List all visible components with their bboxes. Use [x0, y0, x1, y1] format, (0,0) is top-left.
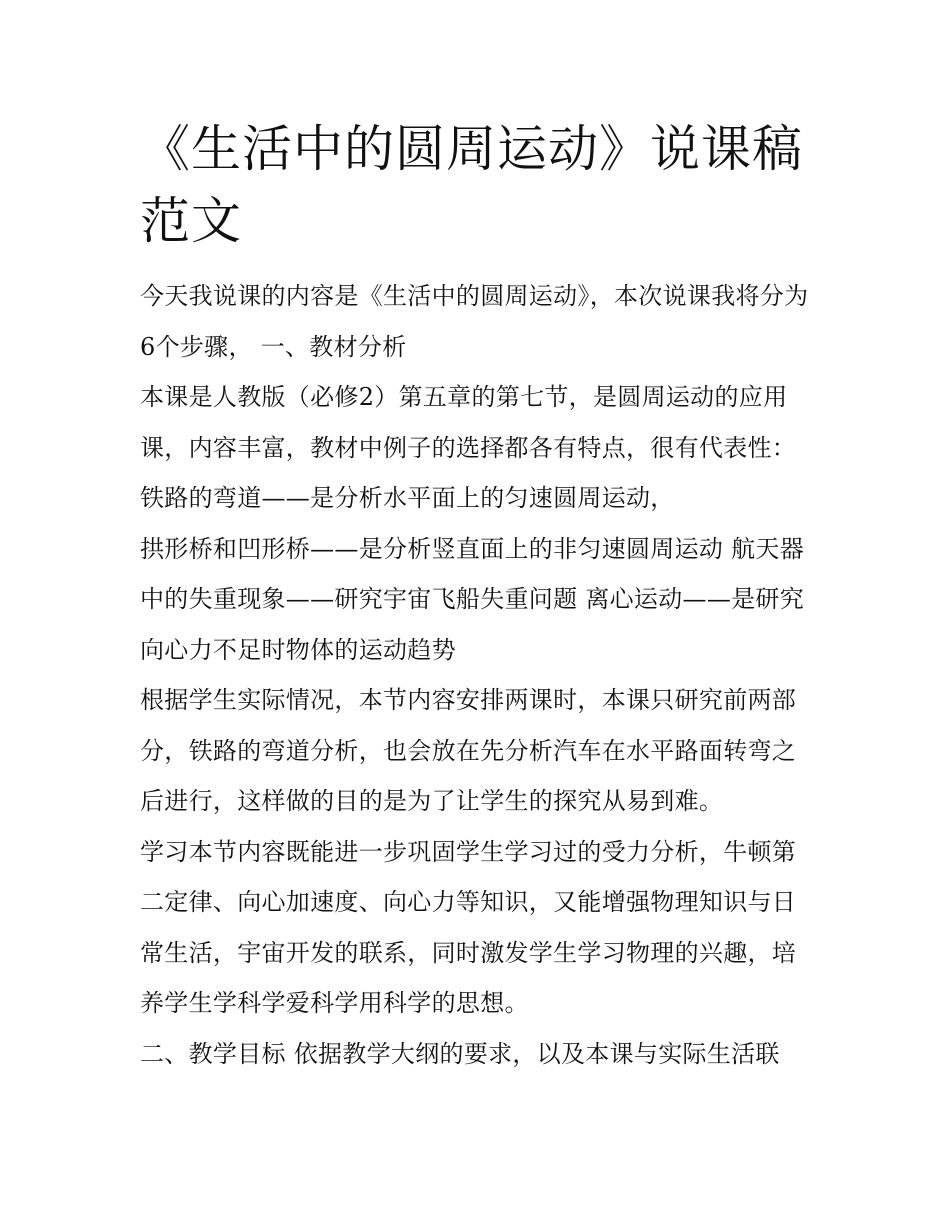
paragraph-learning-value: 学习本节内容既能进一步巩固学生学习过的受力分析，牛顿第二定律、向心加速度、向心力等知识，又能增强物理知识与日常生活，宇宙开发的联系，同时激发学生学习物理的兴趣，培养学生学科学爱科学用科学的思想。 — [140, 837, 797, 1017]
paragraph-railway-curve: 铁路的弯道——是分析水平面上的匀速圆周运动， — [140, 484, 675, 512]
paragraph-textbook-analysis: 本课是人教版（必修2）第五章的第七节，是圆周运动的应用课，内容丰富，教材中例子的选择都各有特点，很有代表性： — [140, 383, 797, 462]
paragraph-teaching-goals: 二、教学目标 依据教学大纲的要求，以及本课与实际生活联 — [140, 1039, 780, 1068]
paragraph-lesson-plan: 根据学生实际情况，本节内容安排两课时，本课只研究前两部分，铁路的弯道分析，也会放在先分析汽车在水平路面转弯之后进行，这样做的目的是为了让学生的探究从易到难。 — [140, 686, 797, 815]
paragraph-intro: 今天我说课的内容是《生活中的圆周运动》，本次说课我将分为6个步骤， 一、教材分析 — [140, 282, 809, 361]
paragraph-bridges-spacecraft: 拱形桥和凹形桥——是分析竖直面上的非匀速圆周运动 航天器中的失重现象——研究宇宙飞船失重问题 离心运动——是研究向心力不足时物体的运动趋势 — [140, 534, 805, 664]
document-title: 《生活中的圆周运动》说课稿范文 — [140, 120, 803, 250]
document-body — [140, 113, 820, 1079]
